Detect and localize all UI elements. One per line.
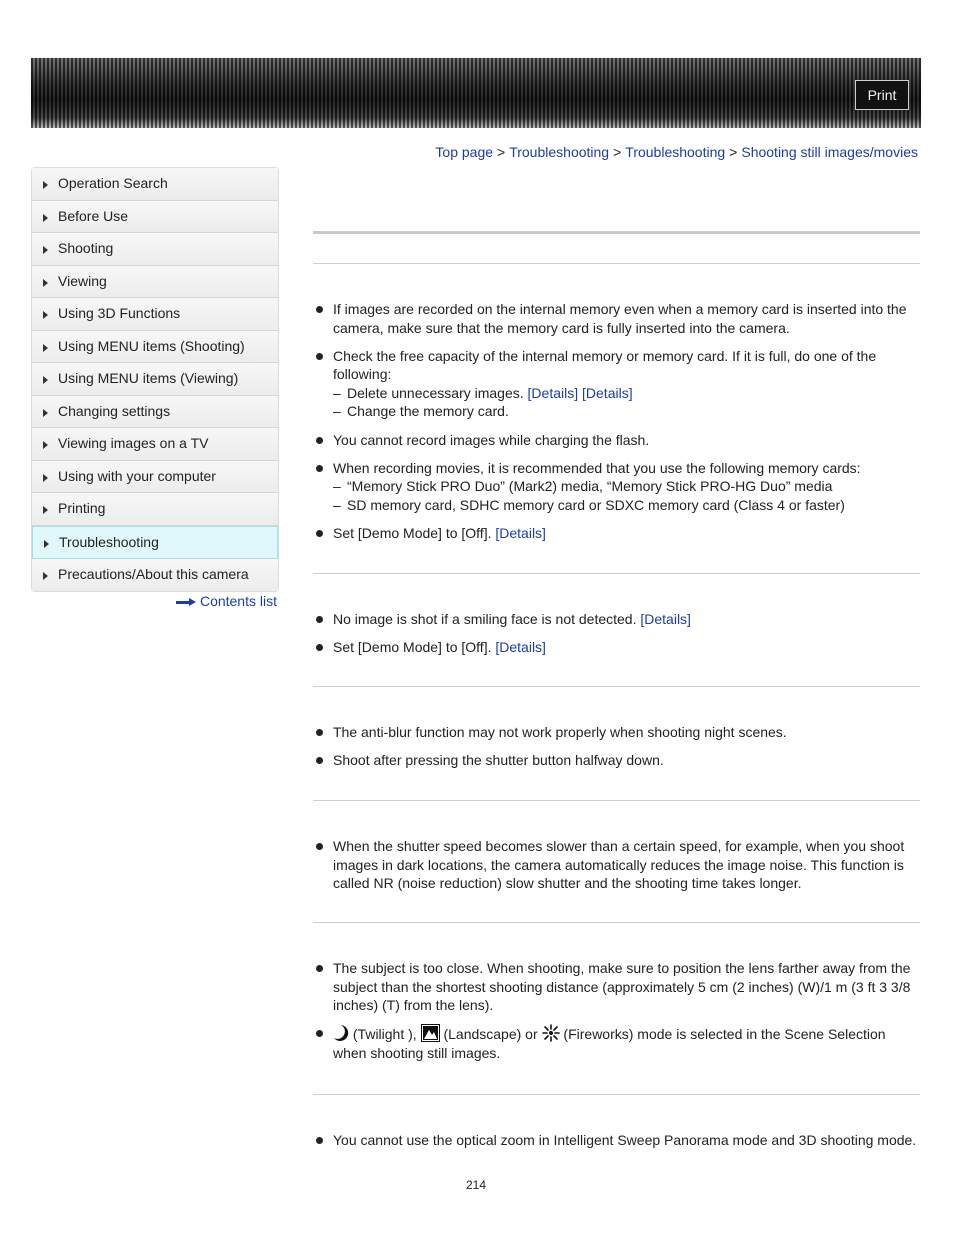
list-item: If images are recorded on the internal memory even when a memory card is inserted into the camera, make sure that the memory card is fully inserted into the camera. (313, 300, 920, 337)
breadcrumb-separator: > (497, 144, 506, 160)
section-zoom (313, 1131, 920, 1159)
list-item: The anti-blur function may not work properly when shooting night scenes. (313, 723, 920, 742)
list-item: No image is shot if a smiling face is not detected. [Details] (313, 610, 920, 629)
sidebar-item-label: Shooting (58, 240, 114, 256)
triangle-right-icon (43, 344, 48, 352)
sidebar-item-label: Before Use (58, 207, 129, 224)
section-smile-shutter (313, 610, 920, 666)
triangle-right-icon (43, 376, 48, 384)
sidebar-item-viewing[interactable] (32, 266, 278, 299)
arrow-right-icon (176, 598, 196, 606)
breadcrumb-current[interactable]: Shooting still images/movies (741, 144, 918, 160)
details-link[interactable]: [Details] (495, 524, 546, 541)
section-divider (313, 573, 920, 574)
list-item: The subject is too close. When shooting, make sure to position the lens farther away from the subject than the shortest shooting distance (approximately 5 cm (2 inches) (W)/1 m (3 ft 3 3/8 inches) (T) from the lens). (313, 959, 920, 1015)
sidebar-item-label: Using MENU items (Viewing) (58, 370, 239, 386)
page-number: 214 (466, 1178, 487, 1192)
triangle-right-icon (43, 311, 48, 319)
list-item: Shoot after pressing the shutter button halfway down. (313, 751, 920, 770)
section-divider (313, 263, 920, 264)
sub-list-item: – SD memory card, SDHC memory card or SDXC memory card (Class 4 or faster) (333, 496, 920, 515)
sidebar-item-troubleshooting[interactable] (32, 526, 278, 560)
triangle-right-icon (43, 441, 48, 449)
list-item: You cannot record images while charging the flash. (313, 431, 920, 450)
sidebar-item-menu-shooting[interactable] (32, 331, 278, 364)
fireworks-icon (542, 1024, 560, 1042)
triangle-right-icon (43, 572, 48, 580)
sub-list-item: – Delete unnecessary images. [Details] [Details] (333, 384, 920, 403)
section-divider (313, 1094, 920, 1095)
sidebar-item-operation-search[interactable] (32, 168, 278, 201)
triangle-right-icon (43, 279, 48, 287)
breadcrumb-troubleshooting-2[interactable]: Troubleshooting (625, 144, 726, 160)
breadcrumb-top-page[interactable]: Top page (435, 144, 494, 160)
sub-list-item: – “Memory Stick PRO Duo” (Mark2) media, “Memory Stick PRO-HG Duo” media (333, 477, 920, 496)
triangle-right-icon (43, 246, 48, 254)
sidebar-item-label: Using MENU items (Shooting) (58, 337, 245, 354)
sidebar-item-label: Using with your computer (58, 467, 216, 484)
sidebar-item-precautions[interactable] (32, 559, 278, 591)
section-divider (313, 800, 920, 801)
details-link[interactable]: [Details] (527, 384, 579, 401)
sub-list-item: – Change the memory card. (333, 402, 920, 421)
section-divider (313, 686, 920, 687)
sidebar-item-label: Viewing (58, 272, 107, 289)
list-item: When the shutter speed becomes slower than a certain speed, for example, when you shoot images in dark locations, the camera automatically reduces the image noise. This function is called NR (noise reduction) slow shutter and the shooting time takes longer. (313, 837, 920, 893)
list-item: When recording movies, it is recommended that you use the following memory cards: – “Memory Stick PRO Duo” (Mark2) media, “Memory Stick PRO-HG Duo” media – SD memory card, SDHC memory card or SDXC memory card (Class 4 or faster) (313, 459, 920, 515)
title-divider (313, 231, 920, 234)
sidebar-item-label: Precautions/About this camera (58, 566, 249, 582)
sidebar-item-3d-functions[interactable] (32, 298, 278, 331)
details-link[interactable]: [Details] (582, 384, 633, 401)
sidebar-item-changing-settings[interactable] (32, 396, 278, 429)
list-item: (Twilight ), (Landscape) or (Fireworks) mode is selected in the Scene Selection when shooting still images. (313, 1024, 920, 1062)
triangle-right-icon (43, 409, 48, 417)
contents-list-label: Contents list (199, 593, 277, 609)
list-item: Set [Demo Mode] to [Off]. [Details] (313, 638, 920, 657)
section-slow-shutter (313, 837, 920, 902)
section-out-of-focus (313, 959, 920, 1072)
triangle-right-icon (43, 214, 48, 222)
mountain-icon (421, 1024, 440, 1042)
sidebar-nav (31, 167, 279, 592)
sidebar-item-label: Using 3D Functions (58, 305, 181, 321)
sidebar-item-label: Troubleshooting (59, 533, 159, 550)
list-item: Check the free capacity of the internal memory or memory card. If it is full, do one of the following: – Delete unnecessary images. [Details] [Details] – Change the memory card. (313, 347, 920, 421)
print-button[interactable]: Print (855, 80, 909, 110)
sidebar-item-label: Viewing images on a TV (58, 435, 209, 451)
sidebar-item-printing[interactable] (32, 493, 278, 526)
details-link[interactable]: [Details] (640, 611, 691, 627)
sidebar-item-viewing-on-tv[interactable] (32, 428, 278, 461)
triangle-right-icon (43, 474, 48, 482)
breadcrumb (435, 144, 918, 160)
triangle-right-icon (44, 540, 49, 548)
sidebar-item-label: Printing (58, 500, 106, 516)
list-item: Set [Demo Mode] to [Off]. [Details] (313, 524, 920, 543)
breadcrumb-separator: > (613, 144, 622, 160)
sidebar-item-label: Operation Search (58, 175, 168, 191)
section-anti-blur (313, 723, 920, 779)
sidebar-item-computer[interactable] (32, 461, 278, 494)
breadcrumb-troubleshooting-1[interactable]: Troubleshooting (509, 144, 610, 160)
details-link[interactable]: [Details] (495, 639, 546, 656)
sidebar-item-menu-viewing[interactable] (32, 363, 278, 396)
contents-list-link[interactable] (176, 593, 277, 609)
header-banner (31, 58, 921, 128)
breadcrumb-separator: > (729, 144, 738, 160)
sidebar-item-before-use[interactable] (32, 201, 278, 234)
sidebar-item-label: Changing settings (58, 402, 171, 419)
sidebar-item-shooting[interactable] (32, 233, 278, 266)
section-divider (313, 922, 920, 923)
section-cannot-record (313, 300, 920, 552)
moon-icon (333, 1024, 349, 1042)
list-item: You cannot use the optical zoom in Intelligent Sweep Panorama mode and 3D shooting mode. (313, 1131, 920, 1150)
triangle-right-icon (43, 181, 48, 189)
triangle-right-icon (43, 506, 48, 514)
